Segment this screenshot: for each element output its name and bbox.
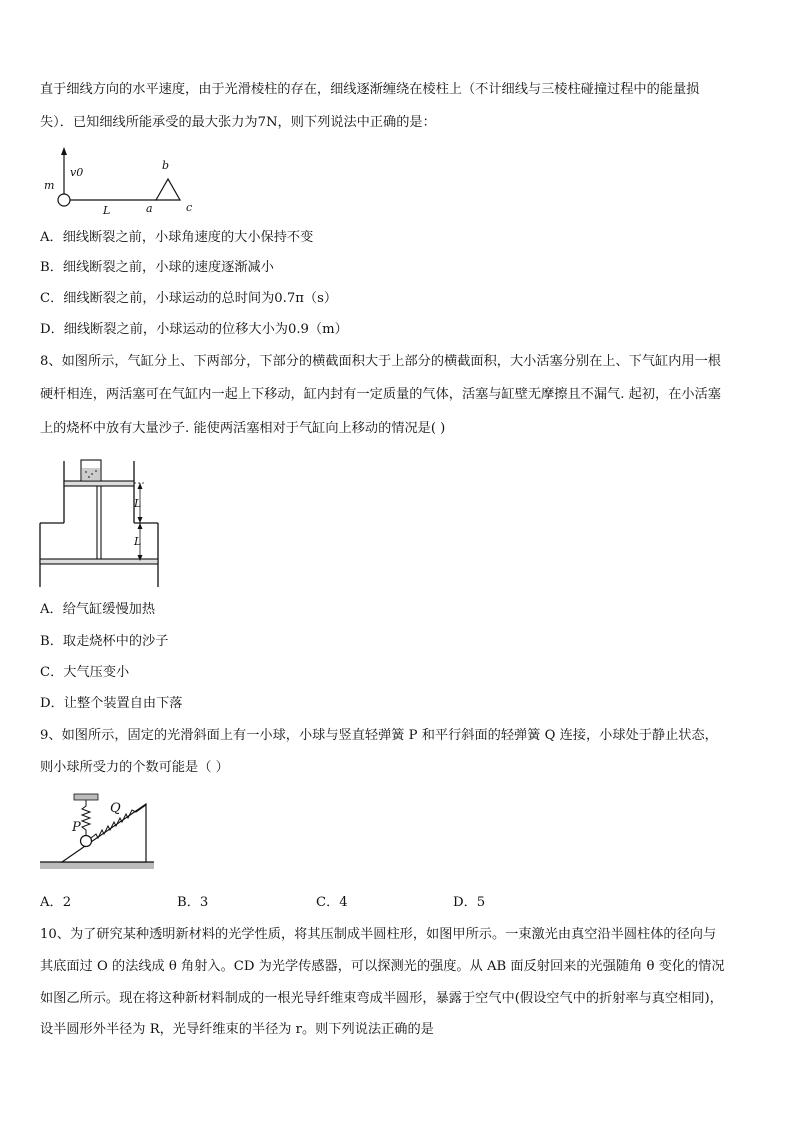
q7-option-a: A．细线断裂之前，小球角速度的大小保持不变 <box>40 230 314 245</box>
q7-label-v0: v0 <box>70 166 84 179</box>
q7-option-d: D．细线断裂之前，小球运动的位移大小为0.9（m） <box>40 322 348 337</box>
q7-label-b: b <box>162 159 170 172</box>
q9-label-P: P <box>72 820 81 835</box>
q8-label-L-lower: L <box>134 535 142 548</box>
q8-option-a: A．给气缸缓慢加热 <box>40 602 156 617</box>
q7-text-line-1: 直于细线方向的水平速度，由于光滑棱柱的存在，细线逐渐缠绕在棱柱上（不计细线与三棱柱碰撞过程中的能量损 <box>40 82 700 97</box>
q7-option-b: B．细线断裂之前，小球的速度逐渐减小 <box>40 260 274 275</box>
q7-figure <box>40 145 210 220</box>
q7-label-c: c <box>186 201 193 214</box>
q8-text-line-1: 8、如图所示，气缸分上、下两部分，下部分的横截面积大于上部分的横截面积，大小活塞分别在上、下气缸内用一根 <box>40 354 721 369</box>
q10-text-line-3: 如图乙所示。现在将这种新材料制成的一根光导纤维束弯成半圆形，暴露于空气中(假设空气中的折射率与真空相同)， <box>40 991 723 1006</box>
q10-text-line-1: 10、为了研究某种透明新材料的光学性质，将其压制成半圆柱形，如图甲所示。一束激光由真空沿半圆柱体的径向与 <box>40 927 717 942</box>
q7-text-line-2: 失）．已知细线所能承受的最大张力为7N，则下列说法中正确的是： <box>40 115 436 130</box>
q9-text-line-2: 则小球所受力的个数可能是（ ） <box>40 760 229 775</box>
q8-figure <box>36 455 156 590</box>
q8-text-line-2: 硬杆相连，两活塞可在气缸内一起上下移动，缸内封有一定质量的气体，活塞与缸壁无摩擦且不漏气. 起初，在小活塞 <box>40 387 721 402</box>
q9-option-a: A．2 <box>40 895 72 910</box>
q8-option-d: D．让整个装置自由下落 <box>40 696 183 711</box>
q7-label-L: L <box>103 204 111 217</box>
q8-option-b: B．取走烧杯中的沙子 <box>40 634 169 649</box>
q7-option-c: C．细线断裂之前，小球运动的总时间为0.7π（s） <box>40 291 338 306</box>
q9-text-line-1: 9、如图所示，固定的光滑斜面上有一小球，小球与竖直轻弹簧 P 和平行斜面的轻弹簧 Q 连接，小球处于静止状态， <box>40 728 718 743</box>
q7-label-m: m <box>44 179 55 192</box>
q9-label-Q: Q <box>110 801 121 816</box>
q8-label-L-upper: L <box>134 497 142 510</box>
q10-text-line-2: 其底面过 O 的法线成 θ 角射入。CD 为光学传感器，可以探测光的强度。从 AB 面反射回来的光强随角 θ 变化的情况 <box>40 959 725 974</box>
q10-text-line-4: 设半圆形外半径为 R，光导纤维束的半径为 r。则下列说法正确的是 <box>40 1022 434 1037</box>
q8-text-line-3: 上的烧杯中放有大量沙子. 能使两活塞相对于气缸向上移动的情况是( ) <box>40 421 446 436</box>
q9-option-b: B．3 <box>177 895 209 910</box>
q7-label-a: a <box>146 202 153 215</box>
q9-option-d: D．5 <box>453 895 486 910</box>
q9-option-c: C．4 <box>316 895 348 910</box>
q9-figure <box>40 788 160 878</box>
q8-option-c: C．大气压变小 <box>40 665 130 680</box>
